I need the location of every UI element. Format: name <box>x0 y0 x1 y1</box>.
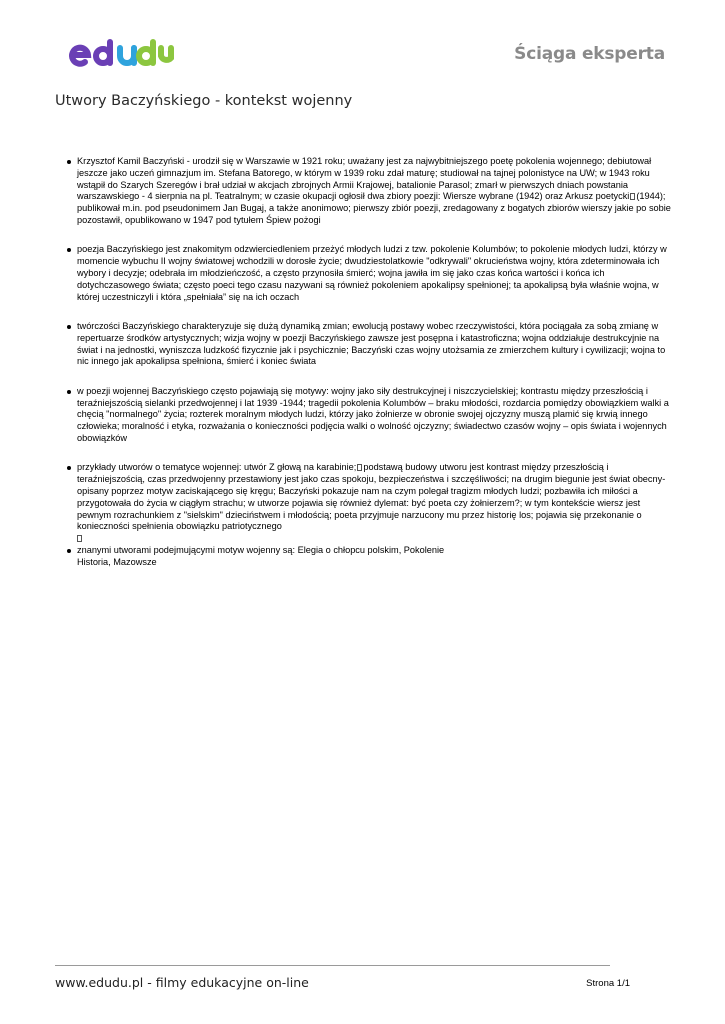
missing-glyph-icon <box>77 535 82 542</box>
list-item: twórczości Baczyńskiego charakteryzuje się dużą dynamiką zmian; ewolucją postawy wobec rzeczywistości, która pociągała za sobą zmianę w repertuarze środków artystycznych; wizja wojny w poezji Baczyńskiego zawsze jest posępna i katastroficzna; wojna oddziałuje destrukcyjnie na świat i na jednostki, wyniszcza ludzkość fizycznie jak i psychicznie; Baczyński czas wojny utożsamia ze zmierzchem kultury i cywilizacji; wojna to nic innego jak apokalipsa spełniona, śmierć i koniec świata <box>66 321 671 368</box>
document-title: Utwory Baczyńskiego - kontekst wojenny <box>55 93 353 109</box>
list-item: znanymi utworami podejmującymi motyw wojenny są: Elegia o chłopcu polskim, Pokolenie Historia, Mazowsze <box>66 545 671 569</box>
footer-site-link[interactable]: www.edudu.pl - filmy edukacyjne on-line <box>55 975 309 990</box>
document-body <box>66 156 671 586</box>
list-item: w poezji wojennej Baczyńskiego często pojawiają się motywy: wojny jako siły destrukcyjnej i niszczycielskiej; kontrastu między przeszłością i teraźniejszością sielanki przedwojennej i lat 1939 -1944; tragedii pokolenia Kolumbów – braku młodości, rozdarcia pomiędzy obowiązkiem walki a chęcią "normalnego" życia; rozterek moralnym młodych ludzi, którzy jako żołnierze w obronie swojej ojczyzny muszą plamić się krwią innego człowieka; moralność i etyka, rozważania o konieczności podjęcia walki o wolność ojczyzny; świadectwo czasów wojny – opis świata i wojennych obowiązków <box>66 386 671 445</box>
list-item: poezja Baczyńskiego jest znakomitym odzwierciedleniem przeżyć młodych ludzi z tzw. pokolenie Kolumbów; to pokolenie młodych ludzi, którzy w momencie wybuchu II wojny światowej wchodzili w dorosłe życie; dwudziestolatkowie "odkrywali" okrucieństwa wojny, która zdeterminowała ich wybory i decyzje; odebrała im młodzieńczość, a często przynosiła śmierć; wojna jawiła im się jako czas końca wartości i końca ich dotychczasowego świata; często poeci tego czasu nazywani są również pokoleniem apokalipsy spełnionej; ta apokalipsą była właśnie wojna, w której uczestniczyli i która „spełniała” się na ich oczach <box>66 244 671 303</box>
missing-glyph-icon <box>357 464 362 471</box>
list-item: Krzysztof Kamil Baczyński - urodził się w Warszawie w 1921 roku; uważany jest za najwybitniejszego poetę pokolenia wojennego; debiutował jeszcze jako uczeń gimnazjum im. Stefana Batorego, w którym w 1939 roku zdał maturę; studiował na tajnej polonistyce na UW; w 1943 roku wstąpił do Szarych Szeregów i brał udział w akcjach zbrojnych Armii Krajowej, batalionie Parasol; zmarł w pierwszych dniach powstania warszawskiego - 4 sierpnia na pl. Teatralnym; w czasie okupacji ogłosił dwa zbiory poezji: Wiersze wybrane (1942) oraz Arkusz poetycki (1944); publikował m.in. pod pseudonimem Jan Bugaj, a także anonimowo; pierwszy zbiór poezji, zredagowany z bogatych zbiorów wierszy jakie po sobie pozostawił, opublikowano w 1947 pod tytułem Śpiew pożogi <box>66 156 671 227</box>
footer-divider <box>55 965 610 966</box>
missing-glyph-icon <box>630 193 635 200</box>
page-number: Strona 1/1 <box>586 978 630 989</box>
brand-tagline: Ściąga eksperta <box>514 44 665 64</box>
bullet-list <box>66 156 671 568</box>
edudu-logo <box>66 34 176 74</box>
list-item: przykłady utworów o tematyce wojennej: utwór Z głową na karabinie; podstawą budowy utworu jest kontrast między przeszłością i teraźniejszością, czas przedwojenny przestawiony jest jako czas spokoju, bezpieczeństwa i szczęśliwości; na drugim biegunie jest świat obecny- opisany poprzez motyw zaciskającego się kręgu; Baczyński pokazuje nam na czym polegał tragizm młodych ludzi; pozbawiła ich miłości a przygotowała do życia w ciągłym strachu; w utworze pojawia się również dylemat: być poeta czy żołnierzem?; w tym kontekście wiersz jest pewnym rozrachunkiem z "sielskim" dzieciństwem i młodością; poeta przyjmuje narzucony mu przez historię los; pojawia się przekonanie o konieczności spełnienia obowiązku patriotycznego <box>66 462 671 545</box>
